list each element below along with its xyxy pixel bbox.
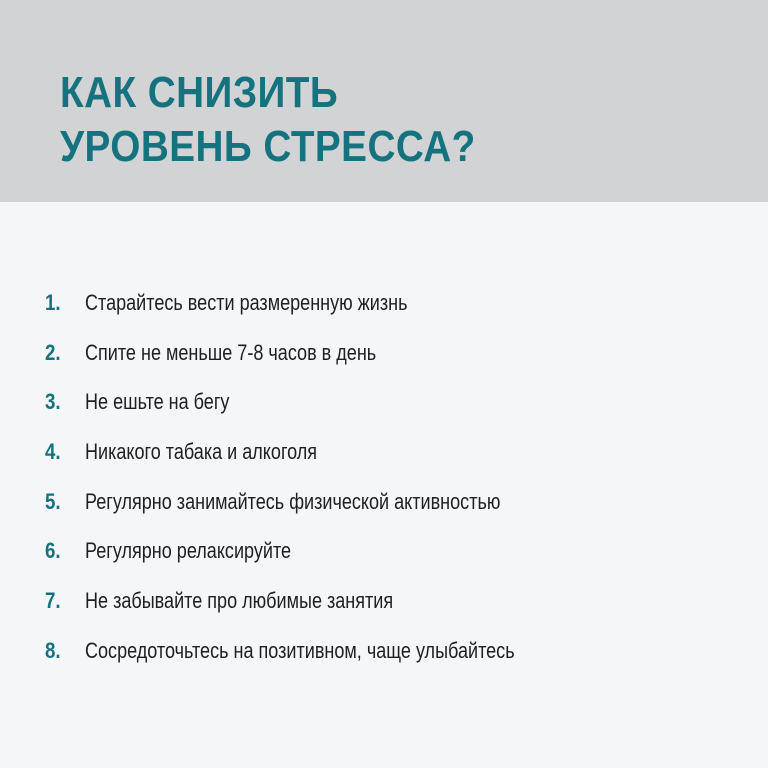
header-banner xyxy=(0,0,768,202)
list-item-7 xyxy=(45,582,745,632)
list-item-3 xyxy=(45,383,745,433)
tips-list xyxy=(45,284,745,682)
list-item-1 xyxy=(45,284,745,334)
list-item-6 xyxy=(45,532,745,582)
list-item-text: Спите не меньше 7-8 часов в день xyxy=(85,339,377,365)
page-title xyxy=(60,66,658,174)
list-item-number: 7. xyxy=(45,588,61,614)
list-item-number: 6. xyxy=(45,538,61,564)
list-item-text: Регулярно занимайтесь физической активностью xyxy=(85,488,501,514)
page-title-line-1: КАК СНИЗИТЬ xyxy=(60,68,339,117)
list-item-text: Никакого табака и алкоголя xyxy=(85,439,318,465)
list-item-number: 1. xyxy=(45,290,61,315)
list-item-number: 4. xyxy=(45,439,61,465)
list-item-text: Старайтесь вести размеренную жизнь xyxy=(85,290,408,315)
list-item-text: Не ешьте на бегу xyxy=(85,389,230,415)
page-title-line-2: УРОВЕНЬ СТРЕССА? xyxy=(60,122,476,171)
list-item-text: Регулярно релаксируйте xyxy=(85,538,292,564)
list-item-2 xyxy=(45,334,745,384)
list-item-number: 5. xyxy=(45,488,61,514)
list-item-number: 3. xyxy=(45,389,61,415)
list-item-5 xyxy=(45,483,745,533)
list-item-number: 2. xyxy=(45,339,61,365)
list-item-text: Сосредоточьтесь на позитивном, чаще улыбайтесь xyxy=(85,637,515,663)
list-item-text: Не забывайте про любимые занятия xyxy=(85,588,394,614)
list-item-4 xyxy=(45,433,745,483)
list-item-number: 8. xyxy=(45,637,61,663)
list-item-8 xyxy=(45,632,745,682)
